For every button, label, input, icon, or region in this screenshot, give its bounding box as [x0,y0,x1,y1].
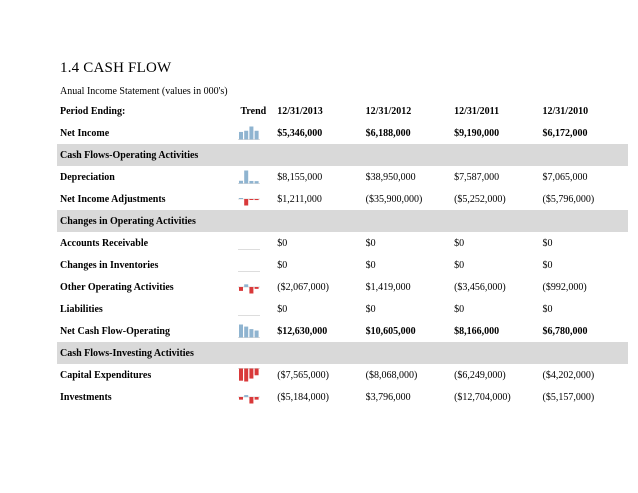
value-cell: ($2,067,000) [277,281,329,293]
trend-sparkline [238,280,260,294]
value-cell: $0 [277,259,288,271]
sparkline-bar [249,369,253,379]
value-cell: ($6,249,000) [454,369,506,381]
value-cell: $6,780,000 [542,325,588,337]
sparkline-bar [239,198,243,199]
sparkline-bar [239,132,243,140]
section-header-row [57,144,628,166]
trend-sparkline [238,324,260,338]
table-row [57,276,628,298]
sparkline-bar [244,131,248,140]
row-label: Liabilities [60,303,103,315]
sparkline-bar [249,397,253,404]
row-label: Investments [60,391,112,403]
sparkline-bar [239,397,243,400]
table-row [57,386,628,408]
value-cell: $1,419,000 [365,281,411,293]
trend-sparkline [238,368,260,382]
sparkline-bar [239,287,243,291]
row-label: Accounts Receivable [60,237,149,249]
sparkline-bar [244,171,248,184]
sparkline-bar [249,287,253,294]
table-row [57,320,628,342]
value-cell: $9,190,000 [454,127,500,139]
value-cell: $12,630,000 [277,325,328,337]
sparkline-bar [254,369,258,376]
value-cell: $5,346,000 [277,127,323,139]
value-cell: ($5,796,000) [542,193,595,205]
value-cell: $10,605,000 [365,325,416,337]
sparkline-bar [249,181,253,184]
table-row [57,188,628,210]
row-label: Net Cash Flow-Operating [60,325,170,337]
value-cell: $6,172,000 [542,127,588,139]
sparkline-bar [254,287,258,289]
section-label: Cash Flows-Investing Activities [57,342,628,364]
row-label: Changes in Inventories [60,259,159,271]
sparkline-bar [244,199,248,206]
sparkline-bar [254,397,258,400]
trend-cell [230,298,275,320]
sparkline-bar [244,284,248,287]
value-cell: $7,587,000 [454,171,500,183]
sparkline-bar [249,127,253,140]
value-cell: ($8,068,000) [365,369,418,381]
trend-cell [230,320,275,342]
period-header: 12/31/2010 [542,105,589,117]
trend-cell [230,386,275,408]
trend-sparkline [238,170,260,184]
trend-cell [230,232,275,254]
value-cell: ($3,456,000) [454,281,506,293]
table-row [57,364,628,386]
trend-sparkline [238,192,260,206]
value-cell: $0 [365,303,376,315]
sparkline-bar [244,327,248,338]
value-cell: $38,950,000 [365,171,416,183]
trend-sparkline [238,390,260,404]
trend-cell [230,254,275,276]
table-row [57,122,628,144]
cash-flow-table-body [57,100,628,408]
value-cell: ($5,252,000) [454,193,506,205]
value-cell: $0 [277,303,288,315]
row-label: Net Income [60,127,110,139]
sparkline-bar [249,329,253,337]
trend-cell [230,364,275,386]
sparkline-bar [239,181,243,184]
value-cell: $0 [454,259,465,271]
period-header: 12/31/2012 [365,105,412,117]
cash-flow-table [57,100,628,408]
trend-cell [230,188,275,210]
page-subtitle: Anual Income Statement (values in 000's) [60,86,228,97]
section-label: Changes in Operating Activities [57,210,628,232]
value-cell: $0 [542,259,553,271]
value-cell: $3,796,000 [365,391,411,403]
table-header-row [57,100,628,122]
value-cell: $8,155,000 [277,171,323,183]
section-header-row [57,210,628,232]
trend-header: Trend [240,105,267,117]
table-row [57,254,628,276]
table-row [57,166,628,188]
table-row [57,232,628,254]
value-cell: ($5,184,000) [277,391,329,403]
sparkline-bar [239,325,243,338]
trend-sparkline [238,236,260,250]
value-cell: $6,188,000 [365,127,411,139]
trend-cell [230,122,275,144]
value-cell: ($4,202,000) [542,369,595,381]
sparkline-bar [244,395,248,397]
section-label: Cash Flows-Operating Activities [57,144,628,166]
period-header: 12/31/2013 [277,105,323,117]
value-cell: $0 [277,237,288,249]
value-cell: ($992,000) [542,281,587,293]
period-header: 12/31/2011 [454,105,500,117]
value-cell: $7,065,000 [542,171,588,183]
value-cell: $1,211,000 [277,193,322,205]
row-label: Other Operating Activities [60,281,174,293]
value-cell: ($35,900,000) [365,193,423,205]
sparkline-bar [254,331,258,338]
sparkline-bar [254,199,258,200]
row-label: Capital Expenditures [60,369,152,381]
sparkline-bar [249,199,253,200]
value-cell: $0 [454,303,465,315]
value-cell: $0 [454,237,465,249]
period-ending-header: Period Ending: [60,105,126,117]
trend-sparkline [238,126,260,140]
value-cell: ($7,565,000) [277,369,329,381]
sparkline-bar [239,369,243,381]
trend-cell [230,276,275,298]
section-header-row [57,342,628,364]
value-cell: $0 [542,237,553,249]
row-label: Depreciation [60,171,115,183]
value-cell: $0 [542,303,553,315]
table-row [57,298,628,320]
trend-cell [230,166,275,188]
sparkline-bar [244,369,248,382]
trend-sparkline [238,302,260,316]
sparkline-bar [254,181,258,183]
value-cell: ($5,157,000) [542,391,595,403]
value-cell: $8,166,000 [454,325,500,337]
value-cell: ($12,704,000) [454,391,511,403]
trend-sparkline [238,258,260,272]
sparkline-bar [254,131,258,140]
value-cell: $0 [365,259,376,271]
value-cell: $0 [365,237,376,249]
row-label: Net Income Adjustments [60,193,166,205]
page-title: 1.4 CASH FLOW [60,60,172,76]
